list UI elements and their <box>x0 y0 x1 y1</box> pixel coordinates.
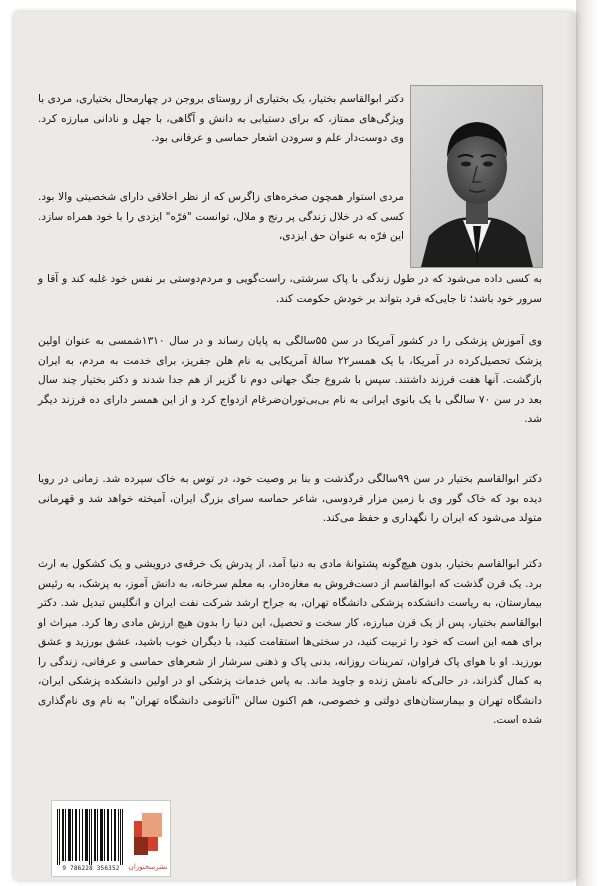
isbn-number: 9 786228 356352 <box>62 865 120 872</box>
barcode-label <box>51 800 171 877</box>
paragraph-education: وی آموزش پزشکی را در کشور آمریکا در سن ۵۵سالگی به پایان رساند و در سال ۱۳۱۰شمسی به عنوان اولین پزشک تحصیل‌کرده در آمریکا، با یک همسر۲۲ سالهٔ آمریکایی به نام هلن جفریز، برای خدمت به مردم، به ایران بازگشت. آنها هفت فرزند داشتند. سپس با شروع جنگ جهانی دوم نا گزیر از هم جدا شدند و دکتر بختیار چند سال بعد در سن ۷۰ سالگی با یک بانوی ایرانی به نام بی‌بی‌توران‌ضرغام ازدواج کرد و از این همسر دارای ده فرزند دیگر شد. <box>38 335 543 425</box>
paragraph-character: مردی استوار همچون صخره‌های زاگرس که از نظر اخلاقی دارای شخصیتی والا بود. کسی که در خلال زندگی پر رنج و ملال، توانست "فرّه" ایزدی را با خود همراه سازد. این فرّه به عنوان حق ایزدی، <box>38 191 404 242</box>
paragraph-legacy: دکتر ابوالقاسم بختیار، بدون هیچ‌گونه پشتوانهٔ مادی به دنیا آمد، از پدرش یک خرقه‌ی درویشی و یک کشکول به ارث برد. یک قرن گذشت که ابوالقاسم از دست‌فروش به مغازه‌دار، به معلم سرخانه، به دانش آموز، به پزشک، به رئیس بیمارستان، به ریاست دانشکده پزشکی دانشگاه تهران، به جراح ارشد شرکت نفت ایران و انگلیس تبدیل شد. دکتر ابوالقاسم بختیار، پس از یک قرن مبارزه، کار سخت و تحصیل، این دنیا را بدون هیچ ارزش مادی رها کرد. میراث او برای همه این است که خود را تربیت کنید، در سختی‌ها استقامت کنید، با دیگران خوب باشید، عشق بورزید و عشق بورزید. او با هوای پاک فراوان، تمرینات روزانه، بدنی پاک و ذهنی سرشار از شعرهای حماسی و عرفانی، زندگی را به کمال گذراند، در حالی‌که نامش زنده و جاوید ماند. به پاس خدمات پزشکی او در اولین دانشکده پزشکی ایران، دانشگاه تهران و بیمارستان‌های دولتی و خصوصی، هم اکنون سالن "آناتومی دانشگاه تهران" به نام وی نام‌گذاری شده است. <box>38 558 542 726</box>
isbn-barcode <box>56 807 124 867</box>
paragraph-character-continued: به کسی داده می‌شود که در طول زندگی با پاک سرشتی، راست‌گویی و مردم‌دوستی بر نفس خود غلبه کند و آقا و سرور خود باشد؛ تا جایی‌که فرد بتواند بر خودش حکومت کند. <box>38 273 542 305</box>
publisher-logo-icon <box>130 807 166 863</box>
paragraph-death: دکتر ابوالقاسم بختیار در سن ۹۹سالگی درگذشت و بنا بر وصیت خود، در توس به خاک سپرده شد. زمانی در رویا دیده بود که خاک گور وی با زمین مزار فردوسی، شاعر حماسه سرای بزرگ ایران، آمیخته خواهد شد و قهرمانی متولد می‌شود که ایران را نگهداری و حفظ می‌کند. <box>38 473 542 524</box>
author-portrait-photo <box>410 85 543 268</box>
publisher-name: نشرسخنوران <box>128 863 168 871</box>
book-spine-edge <box>576 0 600 886</box>
back-cover <box>14 12 576 880</box>
paragraph-intro: دکتر ابوالقاسم بختیار، یک بختیاری از روستای بروجن در چهارمحال بختیاری، مردی با ویژگی‌های ممتاز، که برای دستیابی به دانش و آگاهی، با جهل و نادانی مبارزه کرد. وی دوست‌دار علم و سرودن اشعار حماسی و عرفانی بود. <box>38 93 404 144</box>
